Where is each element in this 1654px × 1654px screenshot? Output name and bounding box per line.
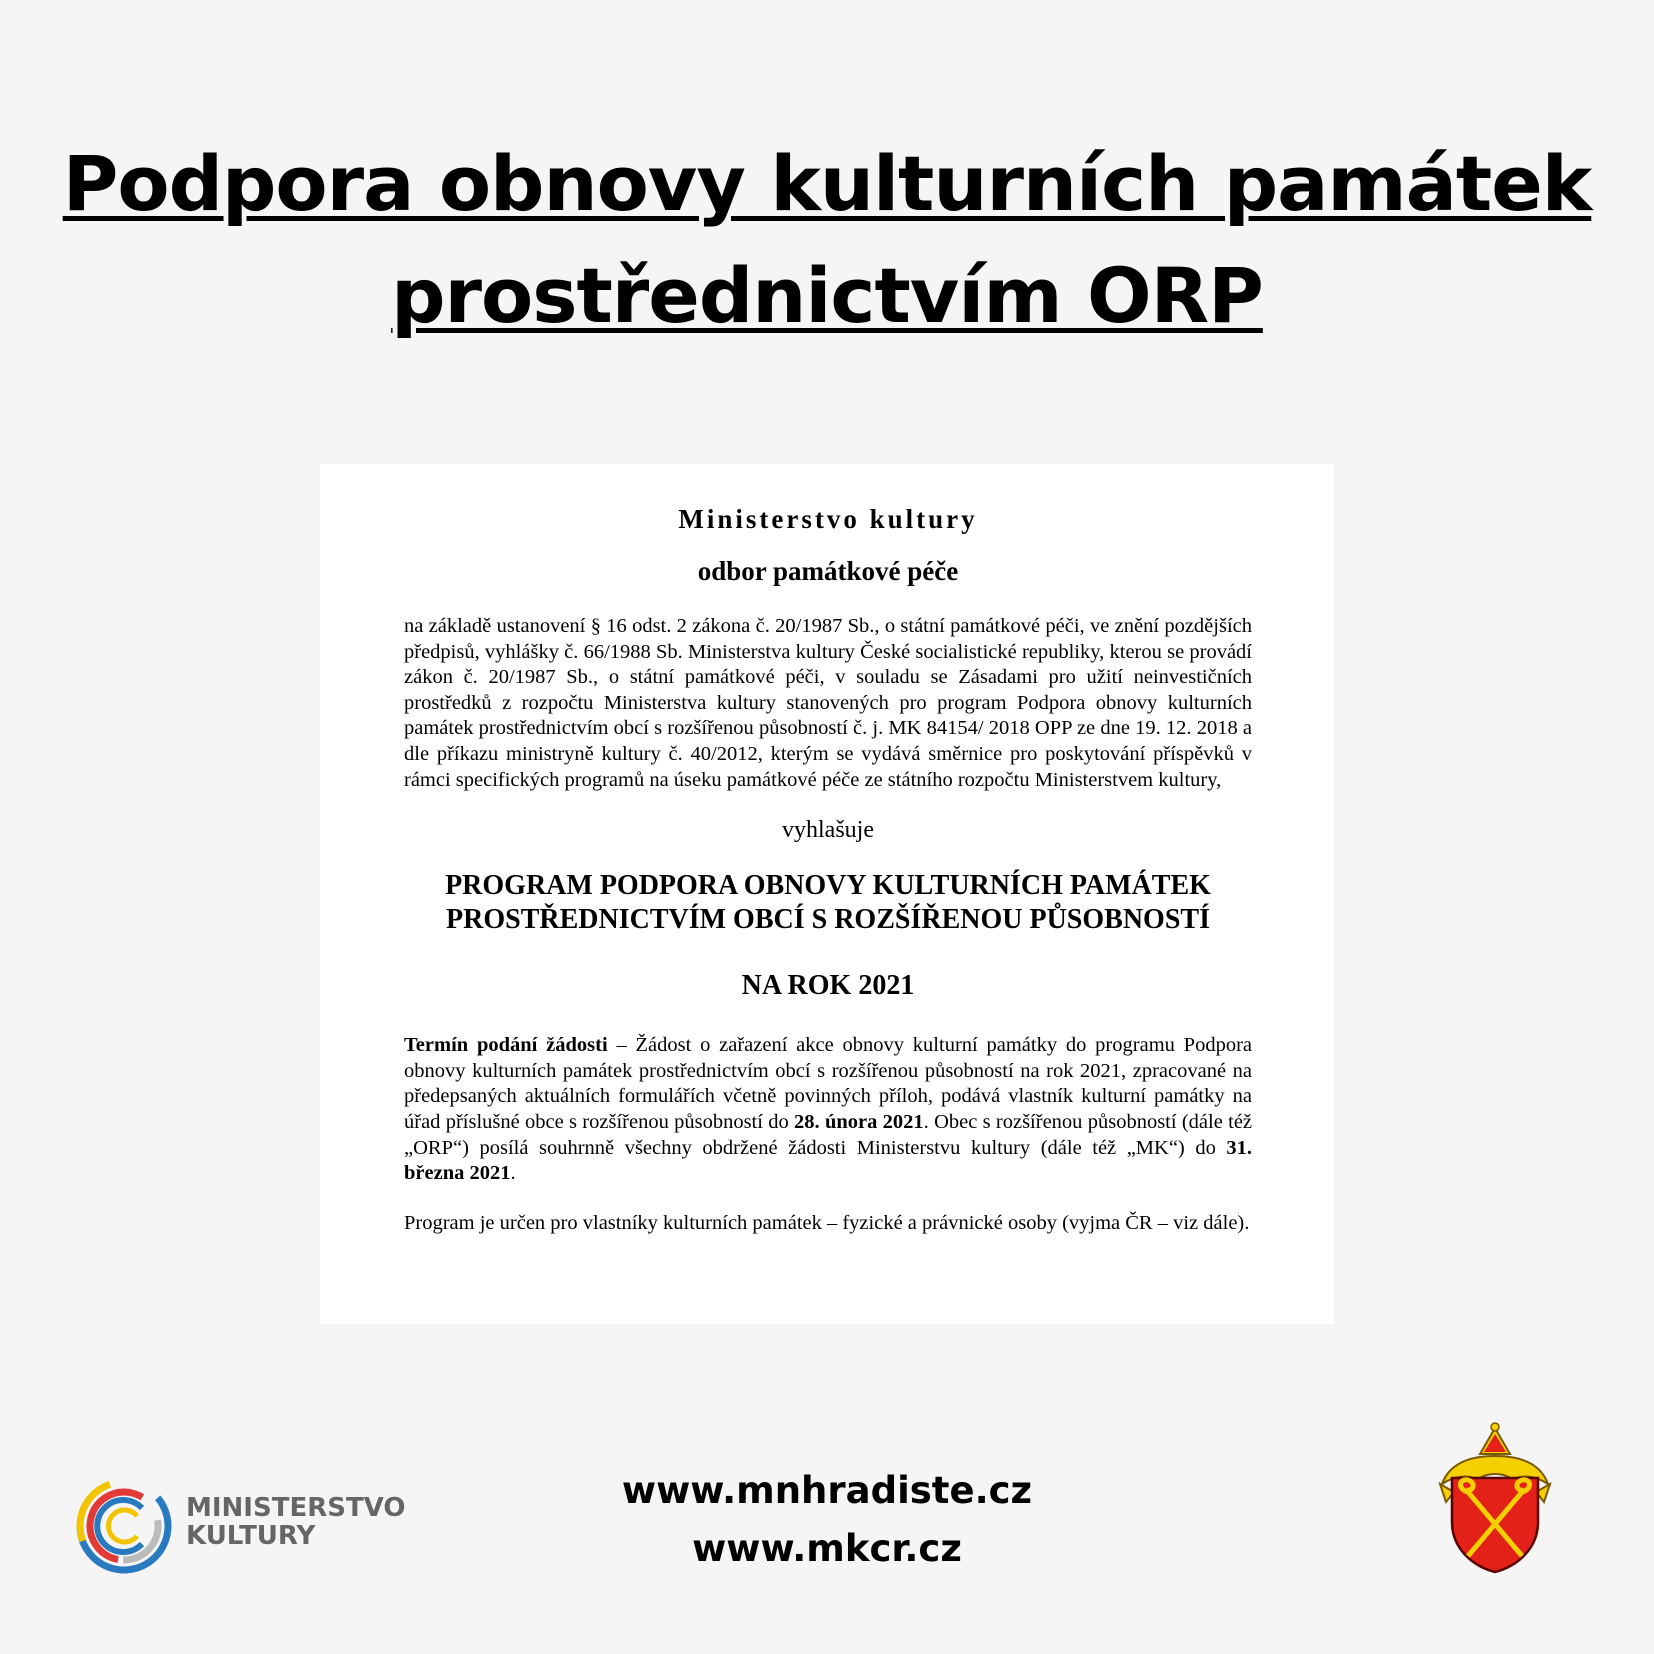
ministry-logo-line-1: MINISTERSTVO [186, 1493, 406, 1523]
doc-program-line-2: PROSTŘEDNICTVÍM OBCÍ S ROZŠÍŘENOU PŮSOBNOSTÍ [446, 904, 1210, 936]
url-mnhradiste[interactable]: www.mnhradiste.cz [621, 1469, 1033, 1512]
doc-deadline-date-2: 31. března 2021 [404, 1136, 1252, 1185]
doc-program-line-1: PROGRAM PODPORA OBNOVY KULTURNÍCH PAMÁTEK [445, 870, 1211, 902]
doc-program-title [404, 869, 1252, 937]
doc-department: odbor památkové péče [697, 556, 959, 586]
doc-intro: na základě ustanovení § 16 odst. 2 zákona č. 20/1987 Sb., o státní památkové péči, ve znění pozdějších předpisů, vyhlášky č. 66/1988 Sb. Ministerstva kultury České socialistické republiky, kterou se provádí zákon č. 20/1987 Sb., o státní památkové péči, v souladu se Zásadami pro užití neinvestičních prostředků z rozpočtu Ministerstva kultury stanovených pro program Podpora obnovy kulturních památek prostřednictvím obcí s rozšířenou působností č. j. MK 84154/ 2018 OPP ze dne 19. 12. 2018 a dle příkazu ministryně kultury č. 40/2012, kterým se vydává směrnice pro poskytování příspěvků v rámci specifických programů na úseku památkové péče ze státního rozpočtu Ministerstvem kultury, [404, 615, 1252, 791]
doc-org: Ministerstvo kultury [678, 504, 978, 534]
doc-deadline-text-2: . Obec s rozšířenou působností (dále též „ORP“) posílá souhrnně všechny obdržené žádosti Ministerstvu kultury (dále též „MK“) do [404, 1110, 1253, 1159]
ministry-logo-line-2: KULTURY [186, 1521, 316, 1551]
doc-declares: vyhlašuje [782, 817, 874, 844]
url-mkcr[interactable]: www.mkcr.cz [692, 1527, 962, 1570]
document-excerpt [320, 464, 1334, 1324]
headline-line-1: Podpora obnovy kulturních památek [62, 139, 1592, 228]
doc-deadline-date-1: 28. února 2021 [794, 1110, 924, 1133]
doc-deadline-text-1: – Žádost o zařazení akce obnovy kulturní památky do programu Podpora obnovy kulturních památek prostřednictvím obcí s rozšířenou působností na rok 2021, zpracované na předepsaných aktuálních formulářích včetně povinných příloh, podává vlastník kulturní památky na úřad příslušné obce s rozšířenou působností do [404, 1034, 1253, 1133]
doc-target: Program je určen pro vlastníky kulturních památek – fyzické a právnické osoby (vyjma ČR – viz dále). [404, 1211, 1250, 1234]
page-headline [0, 128, 1654, 352]
doc-deadline-label: Termín podání žádosti [404, 1034, 608, 1057]
town-coat-of-arms-icon [1436, 1422, 1554, 1574]
doc-deadline [404, 1033, 1252, 1187]
doc-year: NA ROK 2021 [741, 970, 915, 1002]
doc-deadline-text-3: . [510, 1162, 516, 1185]
footer-urls [0, 1462, 1654, 1578]
headline-line-2: prostřednictvím ORP [391, 251, 1263, 340]
